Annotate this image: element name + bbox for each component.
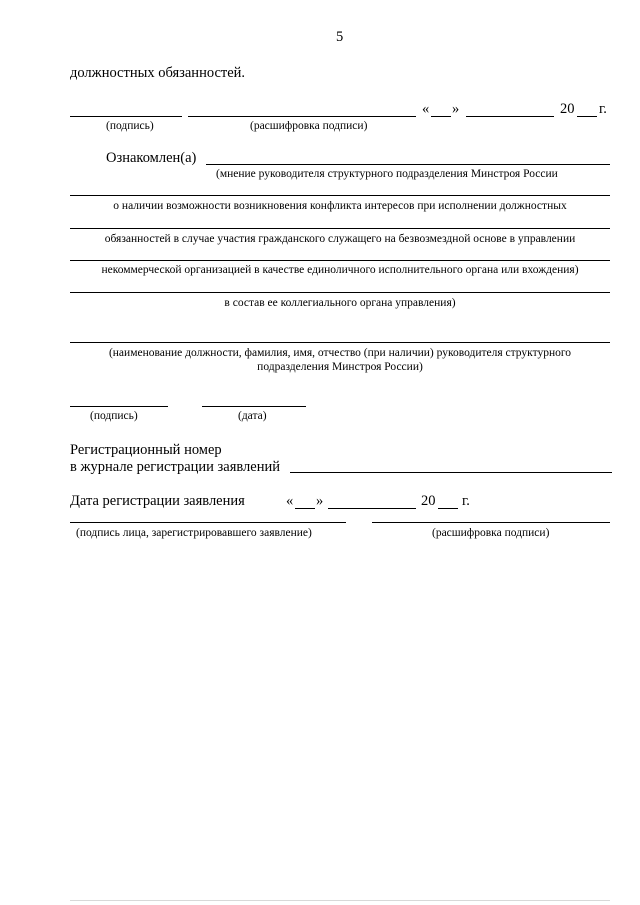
caption-registrar: (подпись лица, зарегистрировавшего заявление) <box>76 527 312 539</box>
registrar-signature-line <box>70 522 346 523</box>
acquainted-label: Ознакомлен(а) <box>106 150 197 166</box>
caption-registrar-decoding: (расшифровка подписи) <box>432 527 550 539</box>
acquainted-caption-line1: (мнение руководителя структурного подразделения Минстроя России <box>216 168 558 180</box>
registration-date-label: Дата регистрации заявления <box>70 493 245 509</box>
reg-year-line <box>438 508 458 509</box>
scan-edge <box>70 900 610 901</box>
reg-quote-close: » <box>316 493 324 509</box>
date-line-2 <box>202 406 306 407</box>
caption-date-2: (дата) <box>238 410 267 422</box>
reg-year-prefix: 20 <box>421 493 436 509</box>
head-line <box>70 342 610 343</box>
caption-signature: (подпись) <box>106 120 154 132</box>
reg-quote-open: « <box>286 493 294 509</box>
quote-open: « <box>422 101 430 117</box>
signature-line <box>70 116 182 117</box>
acquainted-caption-line3: обязанностей в случае участия гражданского служащего на безвозмездной основе в управлении <box>104 233 576 245</box>
caption-decoding: (расшифровка подписи) <box>250 120 368 132</box>
opinion-line-5 <box>70 292 610 293</box>
signature-line-2 <box>70 406 168 407</box>
head-caption-line1: (наименование должности, фамилия, имя, отчество (при наличии) руководителя структурного <box>108 347 572 359</box>
year-prefix: 20 <box>560 101 575 117</box>
registration-label-line2: в журнале регистрации заявлений <box>70 459 280 475</box>
year-suffix: г. <box>599 101 607 117</box>
year-line <box>577 116 597 117</box>
head-caption-line2: подразделения Минстроя России) <box>257 361 423 373</box>
caption-signature-2: (подпись) <box>90 410 138 422</box>
page-number: 5 <box>336 29 344 45</box>
acquainted-caption-line5: в состав ее коллегиального органа управления) <box>224 297 456 309</box>
reg-year-suffix: г. <box>462 493 470 509</box>
signature-decoding-line <box>188 116 416 117</box>
opinion-line-4 <box>70 260 610 261</box>
acquainted-caption-line2: о наличии возможности возникновения конфликта интересов при исполнении должностных <box>113 200 567 212</box>
registration-number-line <box>290 472 612 473</box>
day-line <box>431 116 451 117</box>
acquainted-line <box>206 164 610 165</box>
quote-close: » <box>452 101 460 117</box>
month-line <box>466 116 554 117</box>
registration-label-line1: Регистрационный номер <box>70 442 222 458</box>
registrar-decoding-line <box>372 522 610 523</box>
reg-month-line <box>328 508 416 509</box>
acquainted-caption-line4: некоммерческой организацией в качестве единоличного исполнительного органа или вхождения) <box>101 264 579 276</box>
reg-day-line <box>295 508 315 509</box>
opinion-line-2 <box>70 195 610 196</box>
opinion-line-3 <box>70 228 610 229</box>
intro-text: должностных обязанностей. <box>70 65 246 81</box>
